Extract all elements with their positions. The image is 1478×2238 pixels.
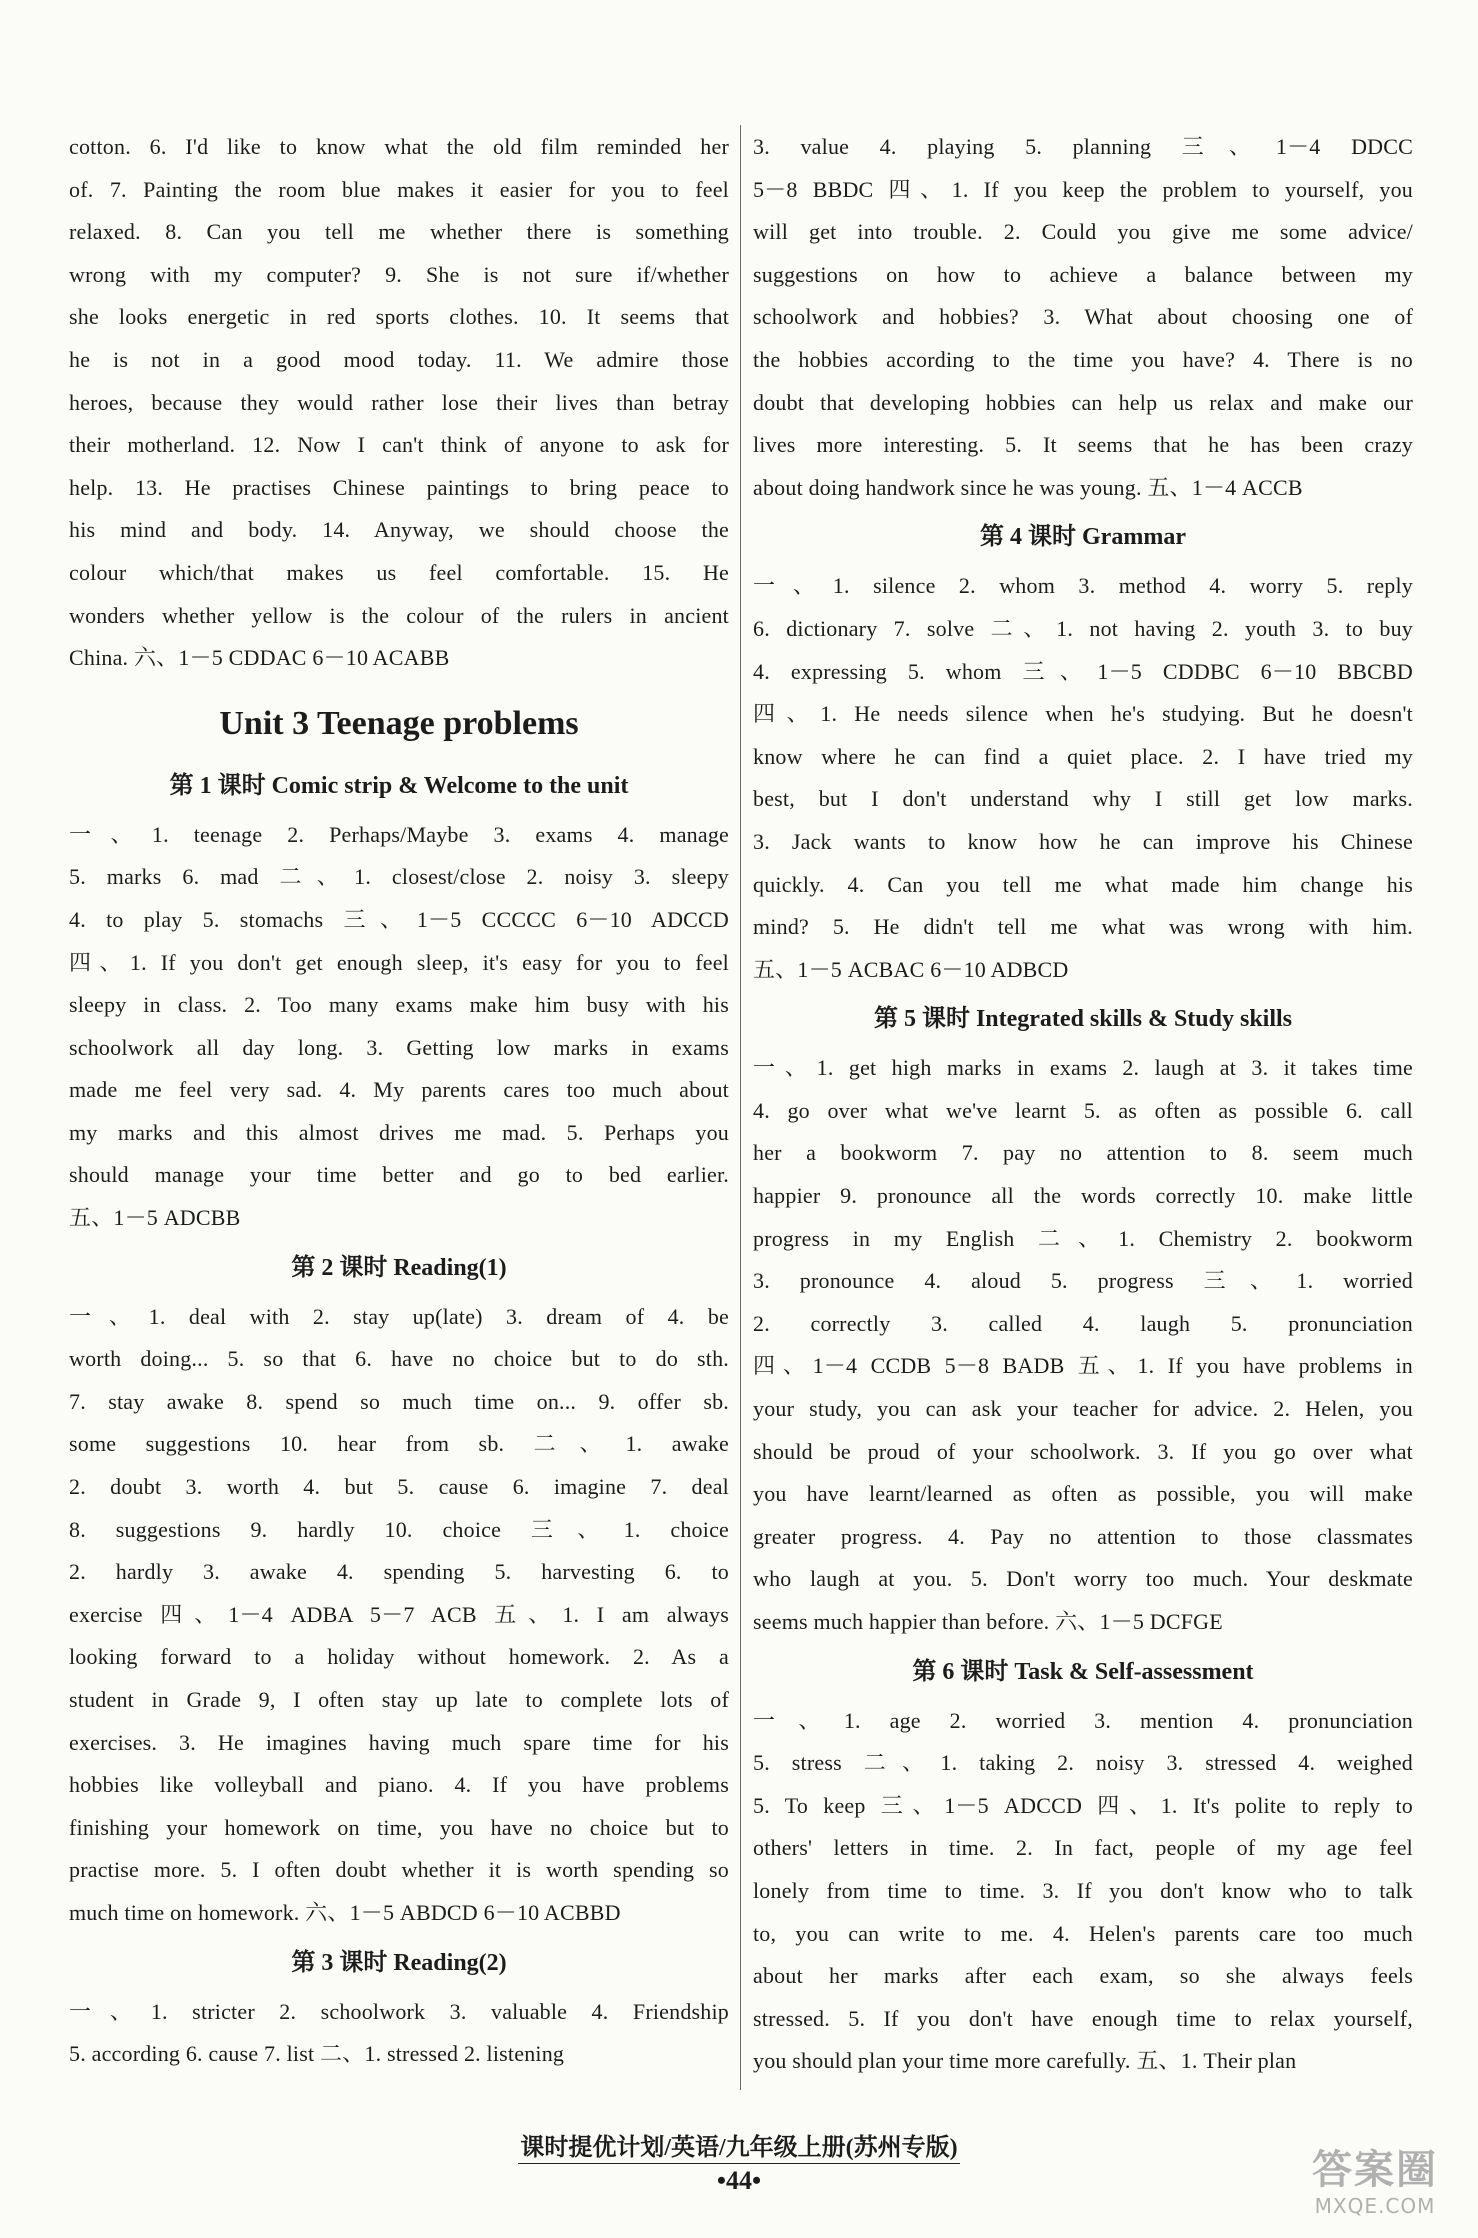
answer-line: help. 13. He practises Chinese paintings to bring peace to bbox=[69, 474, 729, 500]
answer-line: 五、1－5 ADCBB bbox=[69, 1205, 241, 1231]
answer-line: my marks and this almost drives me mad. 5. Perhaps you bbox=[69, 1119, 729, 1145]
answer-line: seems much happier than before. 六、1－5 DCFGE bbox=[753, 1609, 1223, 1634]
answer-line: 5. according 6. cause 7. list 二、1. stressed 2. listening bbox=[69, 2041, 565, 2067]
answer-line: the hobbies according to the time you have? 4. There is no bbox=[753, 346, 1413, 372]
answer-line: practise more. 5. I often doubt whether it is worth spending so bbox=[69, 1857, 729, 1883]
lesson-heading-1: 第 1 课时 Comic strip & Welcome to the unit bbox=[169, 772, 629, 799]
answer-line: 3. Jack wants to know how he can improve his Chinese bbox=[753, 828, 1413, 854]
answer-line: 5. stress 二、1. taking 2. noisy 3. stressed 4. weighed bbox=[753, 1750, 1413, 1776]
answer-line: 一、1. teenage 2. Perhaps/Maybe 3. exams 4. manage bbox=[69, 821, 729, 847]
answer-line: lives more interesting. 5. It seems that he has been crazy bbox=[753, 432, 1413, 458]
answer-line: you have learnt/learned as often as possible, you will make bbox=[753, 1481, 1413, 1507]
answer-line: China. 六、1－5 CDDAC 6－10 ACABB bbox=[69, 645, 450, 671]
answer-line: 8. suggestions 9. hardly 10. choice 三、1. choice bbox=[69, 1516, 729, 1542]
book-title-text: 课时提优计划/英语/九年级上册(苏州专版) bbox=[518, 2135, 959, 2164]
answer-line: her a bookworm 7. pay no attention to 8. seem much bbox=[753, 1140, 1413, 1166]
lesson-heading-4: 第 4 课时 Grammar bbox=[980, 524, 1186, 551]
answer-block bbox=[69, 126, 729, 680]
answer-line: 五、1－5 ACBAC 6－10 ADBCD bbox=[753, 956, 1069, 982]
answer-line: happier 9. pronounce all the words correctly 10. make little bbox=[753, 1183, 1413, 1209]
watermark-url: MXQE.COM bbox=[1314, 2194, 1436, 2218]
answer-block bbox=[753, 565, 1413, 991]
answer-line: hobbies like volleyball and piano. 4. If you have problems bbox=[69, 1772, 729, 1798]
watermark-logo-text: 答案圈 bbox=[1312, 2147, 1438, 2193]
answer-line: doubt that developing hobbies can help us relax and make our bbox=[753, 389, 1413, 415]
answer-line: wrong with my computer? 9. She is not sure if/whether bbox=[69, 261, 729, 287]
answer-line: exercises. 3. He imagines having much spare time for his bbox=[69, 1729, 729, 1755]
right-column bbox=[753, 126, 1413, 2083]
answer-line: 一、1. get high marks in exams 2. laugh at 3. it takes time bbox=[753, 1055, 1413, 1081]
lesson-heading-2: 第 2 课时 Reading(1) bbox=[291, 1254, 507, 1281]
lesson-heading-3: 第 3 课时 Reading(2) bbox=[291, 1949, 507, 1976]
unit-title: Unit 3 Teenage problems bbox=[219, 704, 579, 742]
answer-block bbox=[753, 1047, 1413, 1643]
answer-line: wonders whether yellow is the colour of the rulers in ancient bbox=[69, 602, 729, 628]
answer-line: of. 7. Painting the room blue makes it easier for you to feel bbox=[69, 176, 729, 202]
answer-line: 7. stay awake 8. spend so much time on... 9. offer sb. bbox=[69, 1388, 729, 1414]
answer-line: should be proud of your schoolwork. 3. If you go over what bbox=[753, 1438, 1413, 1464]
answer-line: sleepy in class. 2. Too many exams make him busy with his bbox=[69, 992, 729, 1018]
answer-line: his mind and body. 14. Anyway, we should choose the bbox=[69, 517, 729, 543]
answer-line: your study, you can ask your teacher for advice. 2. Helen, you bbox=[753, 1396, 1413, 1422]
answer-line: lonely from time to time. 3. If you don't know who to talk bbox=[753, 1877, 1413, 1903]
answer-line: will get into trouble. 2. Could you give me some advice/ bbox=[753, 219, 1413, 245]
answer-line: about doing handwork since he was young. 五、1－4 ACCB bbox=[753, 474, 1303, 500]
answer-line: 四、1. If you don't get enough sleep, it's easy for you to feel bbox=[69, 949, 729, 975]
answer-line: know where he can find a quiet place. 2. I have tried my bbox=[753, 743, 1413, 769]
answer-line: she looks energetic in red sports clothes. 10. It seems that bbox=[69, 304, 729, 330]
answer-line: looking forward to a holiday without homework. 2. As a bbox=[69, 1644, 729, 1670]
answer-line: 5. marks 6. mad 二、1. closest/close 2. noisy 3. sleepy bbox=[69, 864, 729, 890]
answer-line: 四、1－4 CCDB 5－8 BADB 五、1. If you have problems in bbox=[753, 1353, 1413, 1379]
lesson-heading-6: 第 6 课时 Task & Self-assessment bbox=[912, 1658, 1254, 1685]
answer-line: stressed. 5. If you don't have enough time to relax yourself, bbox=[753, 2005, 1413, 2031]
answer-line: schoolwork and hobbies? 3. What about choosing one of bbox=[753, 304, 1413, 330]
answer-line: 4. go over what we've learnt 5. as often as possible 6. call bbox=[753, 1097, 1413, 1123]
answer-line: 3. value 4. playing 5. planning 三、1－4 DDCC bbox=[753, 134, 1413, 159]
answer-line: heroes, because they would rather lose their lives than betray bbox=[69, 389, 729, 415]
answer-block bbox=[753, 1700, 1413, 2083]
answer-line: 3. pronounce 4. aloud 5. progress 三、1. worried bbox=[753, 1268, 1413, 1294]
answer-line: who laugh at you. 5. Don't worry too much. Your deskmate bbox=[753, 1566, 1413, 1592]
answer-line: he is not in a good mood today. 11. We admire those bbox=[69, 346, 729, 372]
page-number: •44• bbox=[716, 2166, 762, 2195]
answer-line: made me feel very sad. 4. My parents cares too much about bbox=[69, 1077, 729, 1103]
answer-block bbox=[69, 1296, 729, 1935]
answer-line: about her marks after each exam, so she always feels bbox=[753, 1963, 1413, 1989]
answer-line: worth doing... 5. so that 6. have no choice but to do sth. bbox=[69, 1346, 729, 1372]
answer-line: colour which/that makes us feel comfortable. 15. He bbox=[69, 559, 729, 585]
site-watermark bbox=[1290, 2146, 1460, 2226]
answer-line: should manage your time better and go to bed earlier. bbox=[69, 1162, 729, 1188]
answer-line: greater progress. 4. Pay no attention to those classmates bbox=[753, 1523, 1413, 1549]
answer-line: you should plan your time more carefully. 五、1. Their plan bbox=[753, 2048, 1297, 2074]
answer-line: 5－8 BBDC 四、1. If you keep the problem to yourself, you bbox=[753, 176, 1413, 202]
column-divider bbox=[740, 125, 741, 2090]
answer-line: much time on homework. 六、1－5 ABDCD 6－10 ACBBD bbox=[69, 1899, 621, 1925]
answer-line: schoolwork all day long. 3. Getting low marks in exams bbox=[69, 1034, 729, 1060]
answer-line: 四、1. He needs silence when he's studying. But he doesn't bbox=[753, 701, 1413, 727]
answer-line: some suggestions 10. hear from sb. 二、1. awake bbox=[69, 1431, 729, 1457]
answer-line: 2. correctly 3. called 4. laugh 5. pronunciation bbox=[753, 1310, 1413, 1336]
answer-line: suggestions on how to achieve a balance between my bbox=[753, 261, 1413, 287]
answer-line: 2. hardly 3. awake 4. spending 5. harvesting 6. to bbox=[69, 1559, 729, 1585]
answer-line: 2. doubt 3. worth 4. but 5. cause 6. imagine 7. deal bbox=[69, 1474, 729, 1500]
answer-line: 5. To keep 三、1－5 ADCCD 四、1. It's polite to reply to bbox=[753, 1792, 1413, 1818]
answer-block bbox=[69, 1991, 729, 2076]
answer-line: cotton. 6. I'd like to know what the old film reminded her bbox=[69, 134, 729, 159]
answer-line: 一、1. deal with 2. stay up(late) 3. dream of 4. be bbox=[69, 1303, 729, 1329]
lesson-heading-5: 第 5 课时 Integrated skills & Study skills bbox=[873, 1006, 1293, 1033]
answer-line: finishing your homework on time, you have no choice but to bbox=[69, 1814, 729, 1840]
answer-line: 4. to play 5. stomachs 三、1－5 CCCCC 6－10 ADCCD bbox=[69, 906, 729, 932]
answer-line: student in Grade 9, I often stay up late to complete lots of bbox=[69, 1687, 729, 1712]
answer-line: quickly. 4. Can you tell me what made him change his bbox=[753, 871, 1413, 897]
answer-line: mind? 5. He didn't tell me what was wrong with him. bbox=[753, 914, 1413, 940]
answer-line: 一、1. stricter 2. schoolwork 3. valuable 4. Friendship bbox=[69, 1998, 729, 2024]
answer-block bbox=[753, 126, 1413, 509]
answer-line: progress in my English 二、1. Chemistry 2. bookworm bbox=[753, 1225, 1413, 1251]
answer-line: best, but I don't understand why I still get low marks. bbox=[753, 786, 1413, 812]
answer-line: relaxed. 8. Can you tell me whether there is something bbox=[69, 219, 729, 245]
answer-line: their motherland. 12. Now I can't think of anyone to ask for bbox=[69, 432, 729, 458]
left-column bbox=[69, 126, 729, 2076]
answer-block bbox=[69, 814, 729, 1240]
answer-line: others' letters in time. 2. In fact, people of my age feel bbox=[753, 1835, 1413, 1861]
book-title-footer bbox=[0, 2127, 1478, 2162]
answer-line: exercise 四、1－4 ADBA 5－7 ACB 五、1. I am always bbox=[69, 1601, 729, 1627]
answer-line: 4. expressing 5. whom 三、1－5 CDDBC 6－10 BBCBD bbox=[753, 658, 1413, 684]
answer-line: 6. dictionary 7. solve 二、1. not having 2. youth 3. to buy bbox=[753, 615, 1413, 641]
answer-line: 一、1. age 2. worried 3. mention 4. pronunciation bbox=[753, 1707, 1413, 1733]
answer-line: 一、1. silence 2. whom 3. method 4. worry 5. reply bbox=[753, 573, 1413, 599]
answer-line: to, you can write to me. 4. Helen's parents care too much bbox=[753, 1920, 1413, 1946]
